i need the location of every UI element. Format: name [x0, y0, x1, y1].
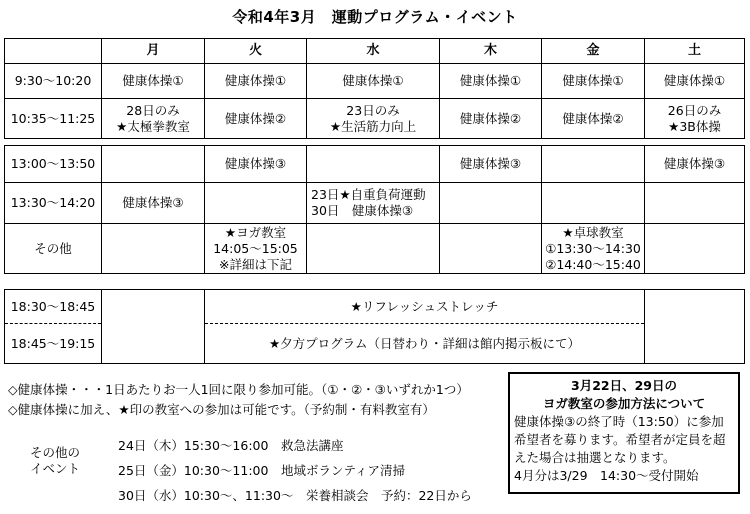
schedule-cell: 健康体操①: [542, 64, 645, 99]
time-cell: 10:35〜11:25: [5, 99, 102, 139]
schedule-cell: [102, 290, 205, 364]
day-header: 火: [205, 39, 307, 64]
schedule-cell: [205, 99, 307, 139]
schedule-cell: [645, 183, 745, 224]
schedule-cell: [102, 224, 205, 274]
schedule-cell: [440, 224, 542, 274]
cell-line: 26日のみ: [667, 102, 722, 118]
schedule-cell: 健康体操①: [440, 64, 542, 99]
schedule-row: [5, 99, 745, 139]
time-cell: 9:30〜10:20: [5, 64, 102, 99]
schedule-cell: 健康体操①: [307, 64, 440, 99]
page-title: 令和4年3月 運動プログラム・イベント: [232, 8, 518, 26]
time-cell: 13:30〜14:20: [5, 183, 102, 224]
day-header: 木: [440, 39, 542, 64]
schedule-cell: [542, 99, 645, 139]
cell-line: 23日★自重負荷運動: [311, 187, 426, 202]
cell-line: 30日 健康体操③: [311, 203, 414, 218]
events-label: [20, 445, 90, 477]
schedule-cell: [307, 224, 440, 274]
box-body: 健康体操③の終了時（13:50）に参加希望者を募ります。希望者が定員を超えた場合は抽選となります。: [514, 414, 726, 465]
cell-line: 23日のみ: [346, 102, 400, 118]
events-label-line: イベント: [29, 461, 80, 476]
event-item: 25日（金）10:30〜11:00 地域ボランティア清掃: [118, 463, 405, 478]
day-header: 水: [307, 39, 440, 64]
events-list: [118, 433, 472, 508]
schedule-cell: 健康体操①: [645, 64, 745, 99]
schedule-cell: [645, 224, 745, 274]
box-title-line: 3月22日、29日の: [571, 378, 677, 393]
schedule-cell: [307, 146, 440, 183]
note-line: ◇健康体操に加え、★印の教室への参加は可能です。（予約制・有料教室有）: [8, 402, 435, 417]
schedule-cell: [307, 183, 440, 224]
schedule-cell: [307, 99, 440, 139]
day-header: 土: [645, 39, 745, 64]
time-cell: 13:00〜13:50: [5, 146, 102, 183]
schedule-row: [5, 146, 745, 183]
schedule-cell: ★夕方プログラム（日替わり・詳細は館内掲示板にて）: [205, 324, 645, 364]
schedule-row: [5, 290, 745, 324]
cell-line: 14:05〜15:05: [213, 240, 298, 256]
day-header: 金: [542, 39, 645, 64]
schedule-cell: 健康体操①: [205, 64, 307, 99]
event-item: 24日（木）15:30〜16:00 救急法講座: [118, 438, 344, 453]
header-row: [5, 39, 745, 64]
cell-line: ★卓球教室: [562, 224, 624, 240]
schedule-cell: ★リフレッシュストレッチ: [205, 290, 645, 324]
corner-cell: [5, 39, 102, 64]
yoga-info-box: [508, 372, 740, 494]
cell-line: ★ヨガ教室: [224, 224, 287, 240]
schedule-cell: [542, 224, 645, 274]
day-header: 月: [102, 39, 205, 64]
schedule-cell: 健康体操③: [205, 146, 307, 183]
schedule-cell: 健康体操①: [102, 64, 205, 99]
schedule-cell: [542, 146, 645, 183]
schedule-cell: [440, 183, 542, 224]
cell-line: ★太極拳教室: [116, 118, 190, 134]
schedule-cell: 健康体操③: [440, 146, 542, 183]
cell-line: ★生活筋力向上: [329, 118, 417, 134]
time-cell: 18:30〜18:45: [5, 290, 102, 324]
events-label-line: その他の: [29, 445, 80, 460]
afternoon-schedule-table: [4, 145, 745, 274]
schedule-row: [5, 183, 745, 224]
time-cell: その他: [5, 224, 102, 274]
schedule-cell: 健康体操③: [102, 183, 205, 224]
schedule-cell: [542, 183, 645, 224]
schedule-row: [5, 64, 745, 99]
note-line: ◇健康体操・・・1日あたりお一人1回に限り参加可能。（①・②・③いずれか1つ）: [8, 382, 469, 397]
schedule-cell: [102, 99, 205, 139]
cell-line: ※詳細は下記: [219, 256, 292, 272]
schedule-cell: [205, 183, 307, 224]
cell-line: 健康体操②: [224, 110, 287, 126]
cell-line: 健康体操②: [459, 110, 522, 126]
cell-line: 健康体操②: [562, 110, 624, 126]
cell-line: ①13:30〜14:30: [545, 240, 641, 256]
schedule-cell: [102, 146, 205, 183]
notes: [8, 380, 469, 420]
box-title-line: ヨガ教室の参加方法について: [542, 396, 706, 411]
schedule-cell: [645, 290, 745, 364]
box-footer: 4月分は3/29 14:30〜受付開始: [514, 468, 699, 483]
morning-schedule-table: [4, 38, 745, 139]
evening-schedule-table: [4, 289, 745, 364]
schedule-cell: [645, 99, 745, 139]
schedule-cell: [440, 99, 542, 139]
schedule-row: [5, 224, 745, 274]
schedule-cell: [205, 224, 307, 274]
event-item: 30日（水）10:30〜、11:30〜 栄養相談会 予約：22日から: [118, 488, 472, 503]
time-cell: 18:45〜19:15: [5, 324, 102, 364]
cell-line: ★3B体操: [668, 118, 721, 134]
cell-line: 28日のみ: [126, 102, 180, 118]
schedule-cell: 健康体操③: [645, 146, 745, 183]
cell-line: ②14:40〜15:40: [545, 256, 641, 272]
